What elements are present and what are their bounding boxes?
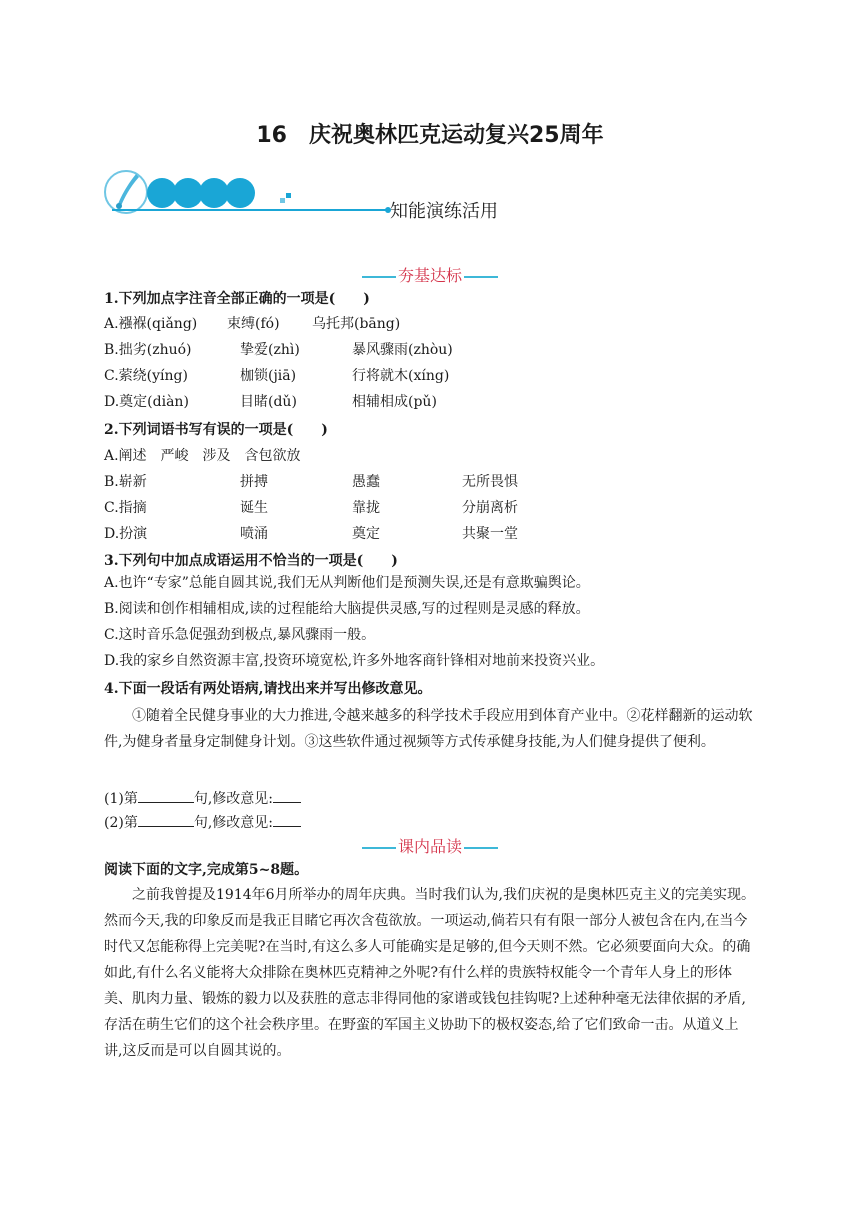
q4-passage: ①随着全民健身事业的大力推进,令越来越多的科学技术手段应用到体育产业中。②花样翻新的运动软件,为健身者量身定制健身计划。③这些软件通过视频等方式传承健身技能,为人们健身提供了便利。	[104, 708, 753, 750]
q1-b3: 暴风骤雨(zhòu)	[352, 342, 453, 358]
q2-c1: C.指摘	[104, 500, 147, 516]
q3-c: C.这时音乐急促强劲到极点,暴风骤雨一般。	[104, 627, 376, 643]
answer-blank[interactable]	[273, 788, 301, 803]
section-header-basic: 夯基达标	[0, 263, 860, 286]
q1-c3: 行将就木(xíng)	[352, 368, 450, 384]
answer-blank[interactable]	[138, 788, 194, 803]
q1-a1: A.襁褓(qiǎng)	[104, 316, 198, 332]
q3-a: A.也许“专家”总能自圆其说,我们无从判断他们是预测失误,还是有意欺骗舆论。	[104, 575, 590, 591]
q2-d3: 奠定	[352, 526, 380, 542]
q1-b1: B.拙劣(zhuó)	[104, 342, 192, 358]
q2-b2: 拼搏	[240, 474, 268, 490]
q1-a2: 束缚(fó)	[227, 316, 280, 332]
answer-blank[interactable]	[138, 812, 194, 827]
answer-blank[interactable]	[273, 812, 301, 827]
q3-stem: 3.下列句中加点成语运用不恰当的一项是( )	[104, 553, 398, 569]
q1-d1: D.奠定(diàn)	[104, 394, 189, 410]
q2-a: A.阐述 严峻 涉及 含包欲放	[104, 448, 301, 464]
q2-c4: 分崩离析	[462, 500, 518, 516]
q2-c2: 诞生	[240, 500, 268, 516]
q1-c2: 枷锁(jiā)	[240, 368, 297, 384]
page-title: 16 庆祝奥林匹克运动复兴25周年	[256, 123, 604, 148]
q1-d3: 相辅相成(pǔ)	[352, 394, 437, 410]
q4-answer-1: (1)第 句,修改意见:	[104, 788, 301, 809]
reading-instruction: 阅读下面的文字,完成第5~8题。	[104, 862, 309, 878]
banner-label: 知能演练活用	[390, 201, 498, 222]
q4-stem: 4.下面一段话有两处语病,请找出来并写出修改意见。	[104, 681, 432, 697]
reading-passage: 之前我曾提及1914年6月所举办的周年庆典。当时我们认为,我们庆祝的是奥林匹克主义的完美实现。然而今天,我的印象反而是我正目睹它再次含苞欲放。一项运动,倘若只有有限一部分人被包含在内,在当今时代又怎能称得上完美呢?在当时,有这么多人可能确实是足够的,但今天则不然。它必须要面向大众。的确如此,有什么名义能将大众排除在奥林匹克精神之外呢?有什么样的贵族特权能令一个青年人身上的形体美、肌肉力量、锻炼的毅力以及获胜的意志非得同他的家谱或钱包挂钩呢?上述种种毫无法律依据的矛盾,存活在萌生它们的这个社会秩序里。在野蛮的军国主义协助下的极权姿态,给了它们致命一击。从道义上讲,这反而是可以自圆其说的。	[104, 887, 755, 1059]
section-header-reading: 课内品读	[0, 834, 860, 857]
q2-c3: 靠拢	[352, 500, 380, 516]
q2-b3: 愚蠢	[352, 474, 380, 490]
q2-b1: B.崭新	[104, 474, 147, 490]
q1-stem: 1.下列加点字注音全部正确的一项是( )	[104, 291, 370, 307]
q2-b4: 无所畏惧	[462, 474, 518, 490]
q2-stem: 2.下列词语书写有误的一项是( )	[104, 422, 328, 438]
q3-d: D.我的家乡自然资源丰富,投资环境宽松,许多外地客商针锋相对地前来投资兴业。	[104, 653, 605, 669]
q1-b2: 挚爱(zhì)	[240, 342, 300, 358]
q1-a3: 乌托邦(bāng)	[312, 316, 401, 332]
q4-answer-2: (2)第 句,修改意见:	[104, 812, 301, 833]
q1-d2: 目睹(dǔ)	[240, 394, 297, 410]
q2-d1: D.扮演	[104, 526, 148, 542]
q2-d2: 喷涌	[240, 526, 268, 542]
q3-b: B.阅读和创作相辅相成,读的过程能给大脑提供灵感,写的过程则是灵感的释放。	[104, 601, 590, 617]
q2-d4: 共聚一堂	[462, 526, 518, 542]
q1-c1: C.萦绕(yíng)	[104, 368, 188, 384]
